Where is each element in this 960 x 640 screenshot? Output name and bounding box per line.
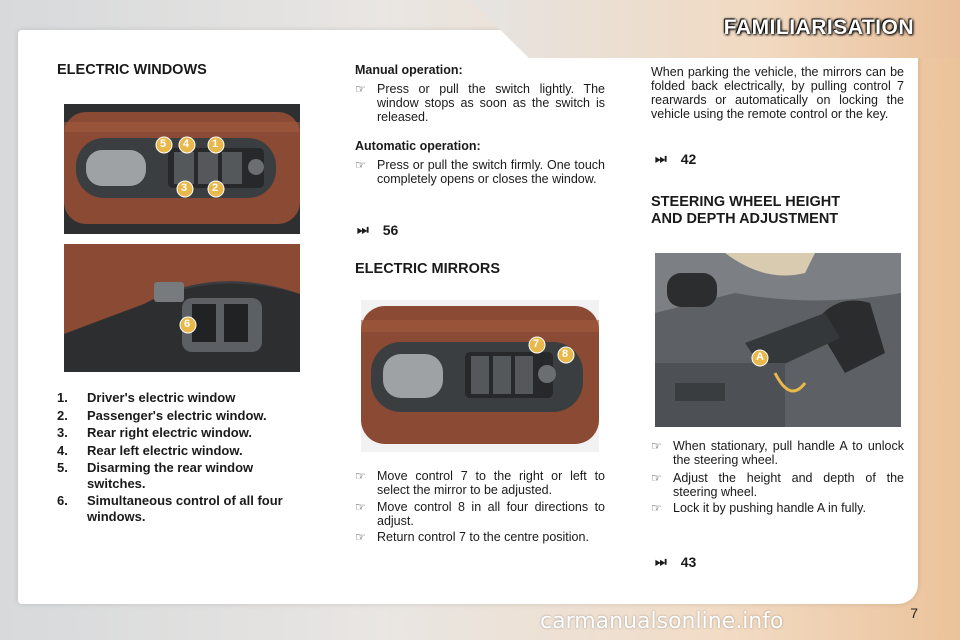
page-reference-43[interactable]: ⏭ 43 bbox=[655, 554, 697, 570]
legend-number: 6. bbox=[57, 493, 68, 508]
handle-label-a: A bbox=[751, 349, 769, 372]
window-switch-legend bbox=[57, 390, 309, 526]
legend-number: 2. bbox=[57, 407, 68, 423]
switch-label-6: 6 bbox=[179, 316, 197, 339]
legend-number: 3. bbox=[57, 425, 68, 440]
legend-number: 5. bbox=[57, 460, 68, 475]
mirror-bullet: ☞ Move control 7 to the right or left to select the mirror to be adjusted. bbox=[355, 469, 605, 497]
manual-operation-heading: Manual operation: bbox=[355, 63, 463, 77]
hand-pointer-icon: ☞ bbox=[651, 471, 662, 485]
window-switches-photo bbox=[64, 104, 300, 234]
parking-mirrors-text: When parking the vehicle, the mirrors can be folded back electrically, by pulling control 7 rearwards or automatically on locking the vehicle using the remote control or the key. bbox=[651, 65, 904, 121]
switch-label-5: 5 bbox=[155, 136, 173, 159]
hand-pointer-icon: ☞ bbox=[355, 158, 366, 172]
legend-text: Rear left electric window. bbox=[87, 442, 243, 458]
hand-pointer-icon: ☞ bbox=[355, 82, 366, 96]
legend-item bbox=[57, 408, 309, 424]
steering-heading-line-1: STEERING WHEEL HEIGHT bbox=[651, 194, 841, 210]
page-number: 7 bbox=[910, 605, 918, 621]
mirror-bullet: ☞ Return control 7 to the centre position. bbox=[355, 530, 589, 544]
hand-pointer-icon: ☞ bbox=[651, 439, 662, 453]
automatic-operation-heading: Automatic operation: bbox=[355, 139, 481, 153]
switch-label-4: 4 bbox=[178, 136, 196, 159]
legend-text: Disarming the rear window switches. bbox=[87, 460, 254, 491]
automatic-operation-bullet: ☞ Press or pull the switch firmly. One touch completely opens or closes the window. bbox=[355, 158, 605, 186]
fast-forward-icon: ⏭ bbox=[655, 151, 667, 166]
steering-column-photo bbox=[655, 253, 901, 427]
legend-item bbox=[57, 493, 309, 524]
switch-label-3: 3 bbox=[176, 180, 194, 203]
legend-number: 1. bbox=[57, 390, 68, 405]
manual-operation-bullet: ☞ Press or pull the switch lightly. The window stops as soon as the switch is released. bbox=[355, 82, 605, 124]
fast-forward-icon: ⏭ bbox=[357, 222, 369, 237]
legend-text: Driver's electric window bbox=[87, 390, 236, 405]
legend-text: Rear right electric window. bbox=[87, 425, 252, 440]
steering-heading-line-2: AND DEPTH ADJUSTMENT bbox=[651, 211, 839, 227]
legend-number: 4. bbox=[57, 442, 68, 458]
fast-forward-icon: ⏭ bbox=[655, 554, 667, 569]
legend-item bbox=[57, 425, 309, 441]
watermark[interactable]: carmanualsonline.info bbox=[540, 609, 784, 634]
legend-text: Simultaneous control of all four windows. bbox=[87, 493, 283, 524]
legend-item bbox=[57, 390, 309, 406]
hand-pointer-icon: ☞ bbox=[355, 530, 366, 544]
mirror-label-7: 7 bbox=[528, 336, 546, 359]
hand-pointer-icon: ☞ bbox=[355, 469, 366, 483]
page-title: FAMILIARISATION bbox=[723, 16, 914, 39]
mirror-control-photo bbox=[361, 300, 599, 452]
switch-label-2: 2 bbox=[207, 180, 225, 203]
steering-wheel-heading bbox=[651, 194, 840, 228]
legend-item bbox=[57, 443, 309, 459]
legend-item bbox=[57, 460, 309, 491]
legend-text: Passenger's electric window. bbox=[87, 407, 267, 423]
electric-windows-heading: ELECTRIC WINDOWS bbox=[57, 62, 207, 78]
hand-pointer-icon: ☞ bbox=[651, 501, 662, 515]
page-reference-56[interactable]: ⏭ 56 bbox=[357, 222, 399, 238]
steering-bullet: ☞ Lock it by pushing handle A in fully. bbox=[651, 501, 866, 515]
switch-label-1: 1 bbox=[207, 136, 225, 159]
rear-switches-photo bbox=[64, 244, 300, 372]
steering-bullet: ☞ Adjust the height and depth of the steering wheel. bbox=[651, 471, 904, 499]
hand-pointer-icon: ☞ bbox=[355, 500, 366, 514]
mirror-bullet: ☞ Move control 8 in all four directions to adjust. bbox=[355, 500, 605, 528]
steering-bullet: ☞ When stationary, pull handle A to unlock the steering wheel. bbox=[651, 439, 904, 467]
electric-mirrors-heading: ELECTRIC MIRRORS bbox=[355, 261, 500, 277]
mirror-label-8: 8 bbox=[557, 346, 575, 369]
page-reference-42[interactable]: ⏭ 42 bbox=[655, 151, 697, 167]
